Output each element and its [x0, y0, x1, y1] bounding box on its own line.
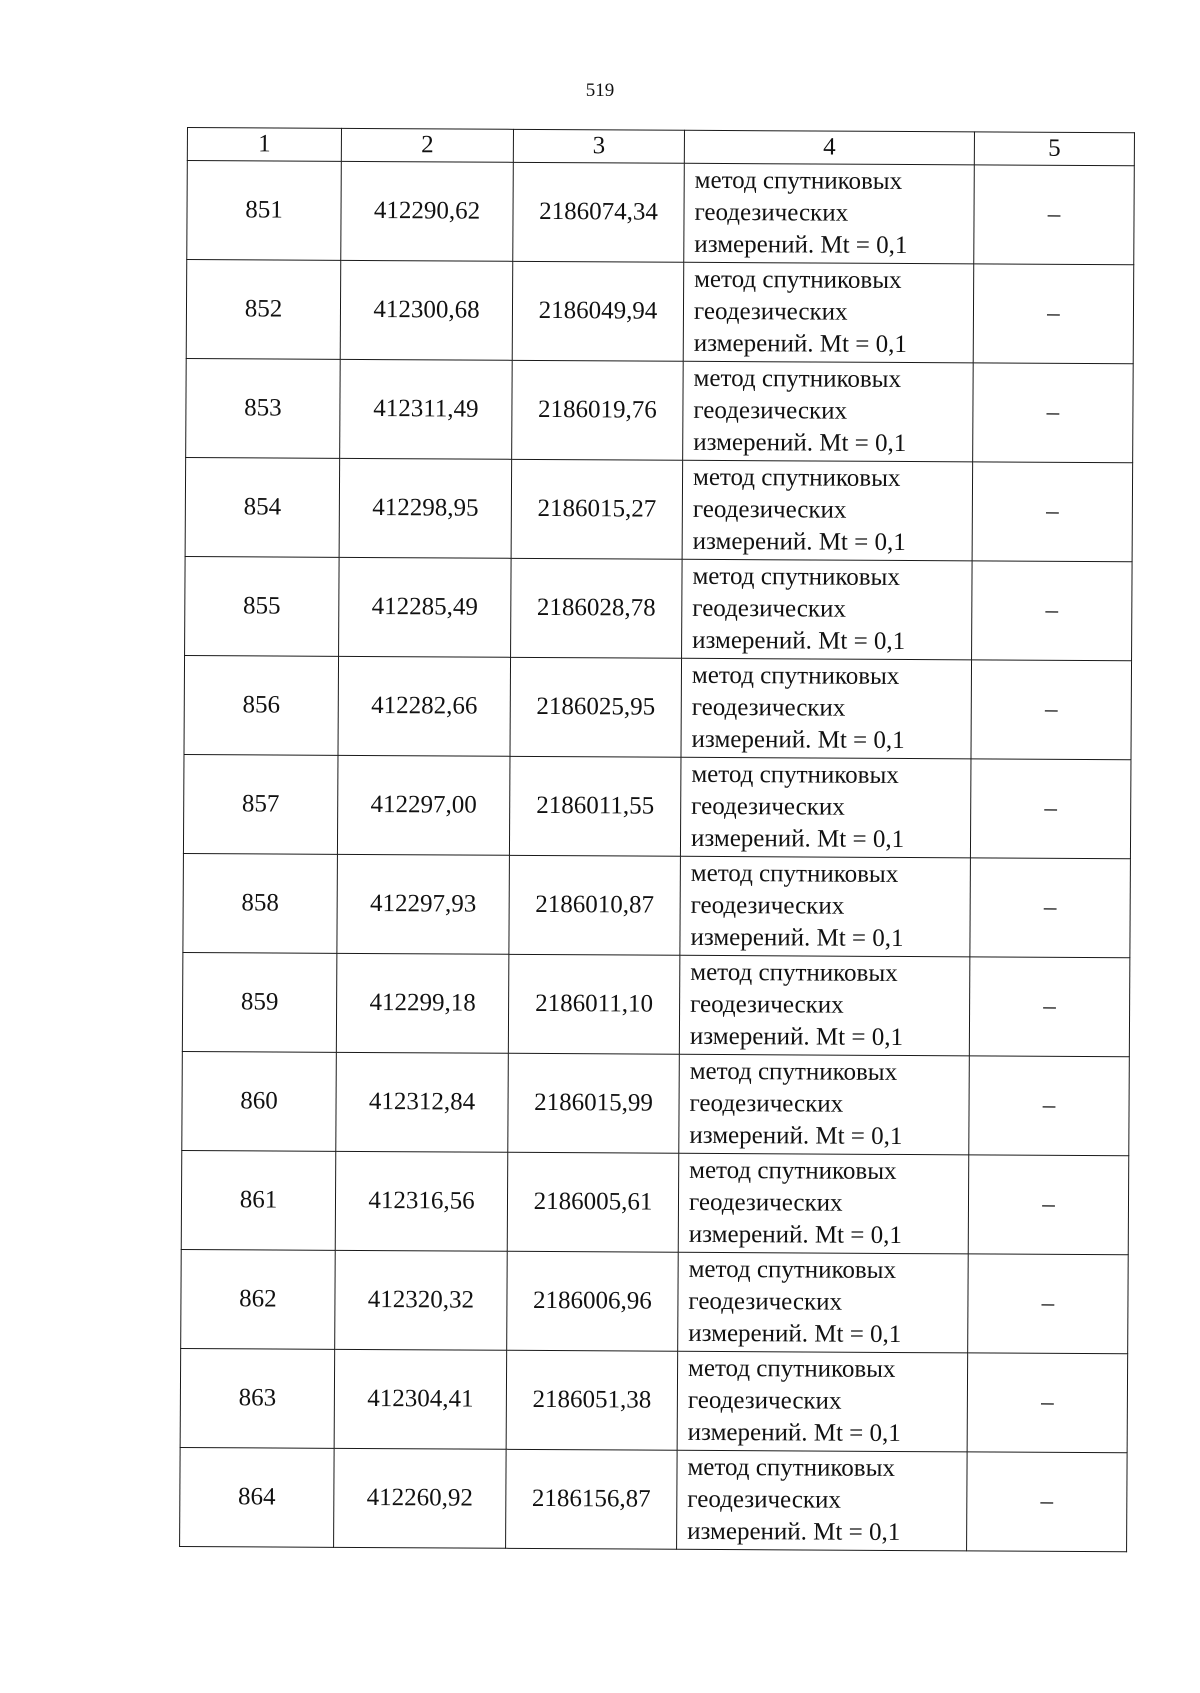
method-line: геодезических	[692, 495, 847, 524]
x-coordinate-cell: 412300,68	[340, 260, 513, 360]
header-col-1: 1	[187, 128, 341, 162]
method-cell	[678, 1252, 969, 1353]
point-number-cell: 857	[183, 754, 338, 854]
header-col-3: 3	[513, 129, 684, 163]
method-cell	[677, 1351, 968, 1452]
point-number-cell: 853	[186, 358, 341, 458]
method-line: измерений. Mt = 0,1	[692, 527, 906, 557]
point-number-cell: 858	[183, 853, 338, 953]
x-coordinate-cell: 412297,00	[337, 755, 510, 855]
x-coordinate-cell: 412299,18	[336, 953, 509, 1053]
method-line: измерений. Mt = 0,1	[689, 1121, 903, 1151]
method-line: измерений. Mt = 0,1	[688, 1319, 902, 1349]
method-line: метод спутниковых	[690, 958, 898, 987]
note-cell: –	[969, 1056, 1130, 1156]
method-line: геодезических	[694, 198, 849, 227]
table-row	[185, 457, 1133, 561]
method-line: геодезических	[693, 396, 848, 425]
header-col-5: 5	[974, 132, 1134, 166]
header-row	[187, 128, 1134, 166]
header-col-4: 4	[684, 130, 974, 165]
x-coordinate-cell: 412298,95	[339, 458, 512, 558]
y-coordinate-cell: 2186011,10	[508, 954, 680, 1054]
method-line: геодезических	[690, 891, 845, 920]
method-line: измерений. Mt = 0,1	[688, 1220, 902, 1250]
method-line: метод спутниковых	[687, 1453, 896, 1482]
method-line: измерений. Mt = 0,1	[690, 923, 904, 953]
note-cell: –	[972, 561, 1133, 661]
y-coordinate-cell: 2186015,99	[508, 1053, 680, 1153]
table-body	[180, 161, 1135, 1552]
method-cell	[684, 163, 975, 264]
note-cell: –	[968, 1155, 1129, 1255]
point-number-cell: 852	[186, 260, 341, 360]
method-line: измерений. Mt = 0,1	[693, 329, 907, 359]
point-number-cell: 854	[185, 457, 340, 557]
table-row	[183, 853, 1131, 957]
table-row	[186, 358, 1134, 462]
method-line: геодезических	[690, 990, 844, 1019]
note-cell: –	[969, 957, 1130, 1057]
y-coordinate-cell: 2186010,87	[509, 855, 681, 955]
method-line: геодезических	[692, 594, 846, 623]
method-line: метод спутниковых	[693, 364, 902, 393]
note-cell: –	[974, 165, 1135, 265]
note-cell: –	[970, 759, 1131, 859]
table-row	[180, 1447, 1128, 1551]
method-line: метод спутниковых	[694, 166, 903, 195]
method-cell	[679, 1054, 970, 1155]
method-cell	[682, 460, 973, 561]
note-cell: –	[968, 1254, 1129, 1354]
x-coordinate-cell: 412260,92	[334, 1448, 507, 1548]
point-number-cell: 863	[180, 1348, 335, 1448]
point-number-cell: 864	[180, 1447, 335, 1547]
method-cell	[680, 757, 971, 858]
method-line: измерений. Mt = 0,1	[690, 824, 905, 854]
x-coordinate-cell: 412316,56	[335, 1151, 508, 1251]
method-line: метод спутниковых	[691, 760, 899, 789]
method-line: геодезических	[688, 1188, 843, 1217]
x-coordinate-cell: 412282,66	[338, 656, 511, 756]
table-header	[187, 128, 1134, 166]
x-coordinate-cell: 412285,49	[339, 557, 512, 657]
method-line: измерений. Mt = 0,1	[693, 428, 907, 458]
method-line: метод спутниковых	[690, 859, 899, 888]
table-row	[180, 1348, 1128, 1452]
table-row	[182, 1051, 1130, 1155]
method-line: геодезических	[688, 1287, 843, 1316]
y-coordinate-cell: 2186049,94	[512, 261, 684, 361]
method-line: метод спутниковых	[687, 1354, 896, 1383]
method-cell	[678, 1153, 969, 1254]
x-coordinate-cell: 412304,41	[334, 1349, 507, 1449]
method-line: метод спутниковых	[689, 1156, 897, 1185]
point-number-cell: 859	[182, 952, 337, 1052]
header-col-2: 2	[341, 128, 513, 162]
method-line: метод спутниковых	[688, 1255, 897, 1284]
point-number-cell: 861	[181, 1150, 336, 1250]
method-cell	[681, 658, 972, 759]
y-coordinate-cell: 2186006,96	[507, 1251, 679, 1351]
table-row	[186, 260, 1134, 364]
method-cell	[682, 559, 973, 660]
y-coordinate-cell: 2186028,78	[511, 558, 683, 658]
table-row	[181, 1249, 1129, 1353]
table-row	[184, 655, 1132, 759]
method-line: измерений. Mt = 0,1	[691, 725, 905, 755]
note-cell: –	[973, 264, 1134, 364]
y-coordinate-cell: 2186051,38	[506, 1350, 678, 1450]
note-cell: –	[967, 1452, 1128, 1552]
y-coordinate-cell: 2186005,61	[507, 1152, 679, 1252]
method-line: геодезических	[687, 1386, 842, 1415]
y-coordinate-cell: 2186025,95	[510, 657, 682, 757]
method-line: измерений. Mt = 0,1	[687, 1418, 901, 1448]
method-cell	[683, 361, 974, 462]
x-coordinate-cell: 412297,93	[337, 854, 510, 954]
note-cell: –	[971, 660, 1132, 760]
method-line: измерений. Mt = 0,1	[694, 230, 908, 260]
method-line: метод спутниковых	[692, 562, 900, 591]
method-line: геодезических	[689, 1089, 844, 1118]
table-row	[185, 556, 1133, 660]
method-line: геодезических	[687, 1485, 842, 1514]
note-cell: –	[970, 858, 1131, 958]
method-line: измерений. Mt = 0,1	[687, 1517, 901, 1547]
y-coordinate-cell: 2186074,34	[513, 162, 685, 262]
method-line: геодезических	[693, 297, 848, 326]
point-number-cell: 862	[181, 1249, 336, 1349]
method-line: метод спутниковых	[689, 1057, 898, 1086]
x-coordinate-cell: 412290,62	[341, 161, 514, 261]
coordinates-table	[179, 127, 1135, 1552]
table-row	[182, 952, 1130, 1056]
x-coordinate-cell: 412312,84	[336, 1052, 509, 1152]
page-number: 519	[585, 80, 615, 101]
method-line: геодезических	[691, 792, 845, 821]
method-cell	[680, 856, 971, 957]
point-number-cell: 855	[185, 556, 340, 656]
x-coordinate-cell: 412311,49	[340, 359, 513, 459]
note-cell: –	[973, 363, 1134, 463]
point-number-cell: 851	[187, 161, 342, 261]
y-coordinate-cell: 2186156,87	[506, 1449, 678, 1549]
method-line: измерений. Mt = 0,1	[692, 626, 906, 656]
point-number-cell: 856	[184, 655, 339, 755]
method-cell	[679, 955, 970, 1056]
method-cell	[683, 262, 974, 363]
method-line: метод спутниковых	[691, 661, 900, 690]
x-coordinate-cell: 412320,32	[335, 1250, 508, 1350]
method-line: метод спутниковых	[694, 265, 902, 294]
note-cell: –	[967, 1353, 1128, 1453]
method-cell	[677, 1450, 968, 1551]
method-line: метод спутниковых	[692, 463, 901, 492]
y-coordinate-cell: 2186015,27	[511, 459, 683, 559]
table-row	[183, 754, 1131, 858]
table-row	[181, 1150, 1129, 1254]
note-cell: –	[972, 462, 1133, 562]
method-line: измерений. Mt = 0,1	[689, 1022, 904, 1052]
y-coordinate-cell: 2186019,76	[512, 360, 684, 460]
point-number-cell: 860	[182, 1051, 337, 1151]
method-line: геодезических	[691, 693, 846, 722]
y-coordinate-cell: 2186011,55	[509, 756, 681, 856]
table-row	[187, 161, 1135, 265]
